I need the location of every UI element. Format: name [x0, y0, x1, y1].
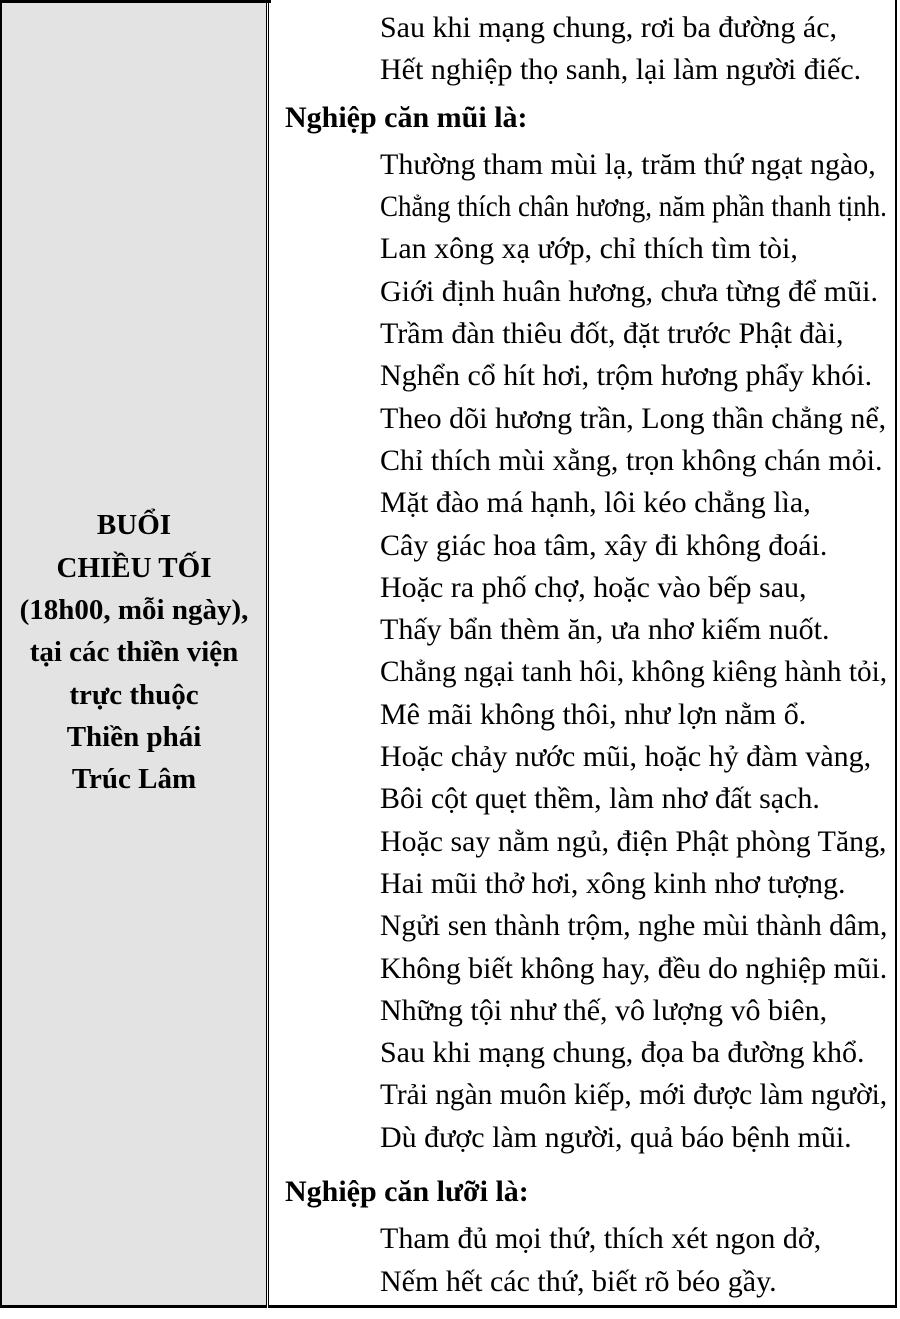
verse-line: Thường tham mùi lạ, trăm thứ ngạt ngào, — [380, 147, 876, 181]
verse-line: Những tội như thế, vô lượng vô biên, — [380, 993, 828, 1027]
verse-line: Chẳng thích chân hương, năm phần thanh tịnh. — [380, 190, 887, 224]
verse-line: Cây giác hoa tâm, xây đi không đoái. — [380, 528, 828, 562]
verse-line: Trải ngàn muôn kiếp, mới được làm người, — [380, 1078, 888, 1112]
verse-line: Hoặc say nằm ngủ, điện Phật phòng Tăng, — [380, 824, 887, 858]
verse-line: Thấy bẩn thèm ăn, ưa nhơ kiếm nuốt. — [380, 613, 830, 647]
verse-line: Sau khi mạng chung, đọa ba đường khổ. — [380, 1036, 865, 1070]
table-top-border — [0, 0, 271, 3]
verse-line: Nghển cổ hít hơi, trộm hương phẩy khói. — [380, 359, 873, 393]
verse-line: Trầm đàn thiêu đốt, đặt trước Phật đài, — [380, 317, 844, 351]
section-heading: Nghiệp căn lưỡi là: — [285, 1175, 529, 1209]
session-info-line: Thiền phái — [66, 720, 202, 753]
session-info-line: trực thuộc — [69, 678, 199, 711]
verse-line: Chỉ thích mùi xằng, trọn không chán mỏi. — [380, 443, 883, 477]
verse-line: Giới định huân hương, chưa từng để mũi. — [380, 274, 878, 308]
verse-line: Hai mũi thở hơi, xông kinh nhơ tượng. — [380, 866, 846, 900]
verse-line: Ngửi sen thành trộm, nghe mùi thành dâm, — [380, 909, 888, 943]
sutra-text-cell — [268, 0, 897, 1308]
verse-line: Theo dõi hương trần, Long thần chẳng nể, — [380, 401, 887, 435]
verse-line: Bôi cột quẹt thềm, làm nhơ đất sạch. — [380, 782, 820, 816]
verse-line: Tham đủ mọi thứ, thích xét ngon dở, — [380, 1222, 822, 1256]
session-info-line: CHIỀU TỐI — [56, 551, 212, 584]
session-info-line: (18h00, mỗi ngày), — [19, 594, 249, 627]
verse-line: Sau khi mạng chung, rơi ba đường ác, — [380, 11, 838, 44]
section-heading: Nghiệp căn mũi là: — [285, 100, 528, 134]
session-info-line: BUỔI — [96, 509, 172, 542]
verse-line: Lan xông xạ ướp, chỉ thích tìm tòi, — [380, 232, 798, 266]
verse-block — [269, 144, 887, 1159]
session-info-cell — [0, 0, 267, 1308]
verse-block — [269, 7, 887, 92]
verse-line: Dù được làm người, quả báo bệnh mũi. — [380, 1120, 852, 1154]
verse-line: Hoặc ra phố chợ, hoặc vào bếp sau, — [380, 570, 807, 604]
verse-block — [269, 1218, 887, 1303]
verse-line: Mê mãi không thôi, như lợn nằm ổ. — [380, 697, 807, 731]
verse-line: Nếm hết các thứ, biết rõ béo gầy. — [380, 1264, 777, 1298]
verse-line: Không biết không hay, đều do nghiệp mũi. — [380, 951, 888, 985]
verse-line: Hết nghiệp thọ sanh, lại làm người điếc. — [380, 53, 862, 87]
session-info-line: Trúc Lâm — [71, 763, 197, 796]
verse-line: Chẳng ngại tanh hôi, không kiêng hành tỏi, — [380, 655, 888, 689]
verse-line: Mặt đào má hạnh, lôi kéo chẳng lìa, — [380, 486, 811, 520]
session-info-line: tại các thiền viện — [29, 636, 239, 669]
verse-line: Hoặc chảy nước mũi, hoặc hỷ đàm vàng, — [380, 740, 872, 774]
